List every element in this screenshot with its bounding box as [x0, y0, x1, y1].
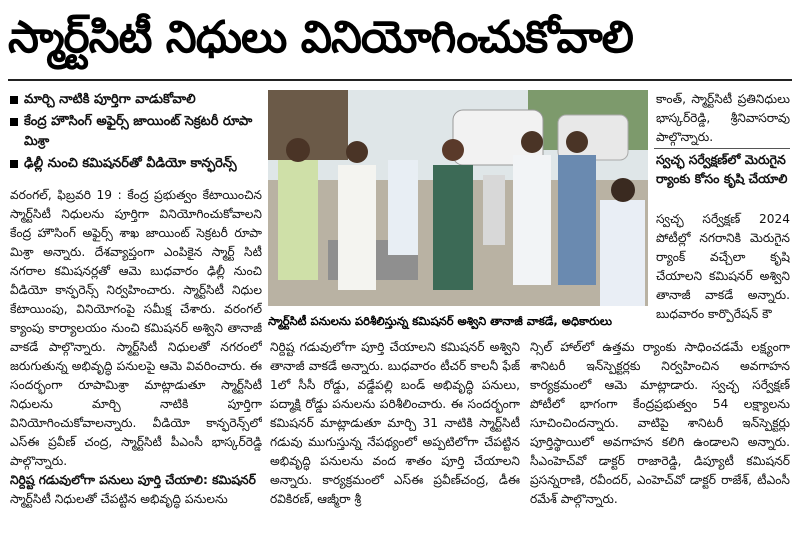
article-column-2	[270, 338, 520, 518]
headline: స్మార్ట్‌సిటీ నిధులు వినియోగించుకోవాలి	[8, 12, 633, 63]
bullet-list	[10, 90, 272, 176]
subsection-divider	[654, 148, 790, 149]
article-paragraph: న్సిల్ హాల్‌లో ఉత్తమ ర్యాంకు సాధించడమే లక్ష్యంగా శానిటరీ ఇన్‌స్పెక్టర్లకు నిర్వహించిన అవగాహన కార్యక్రమంలో ఆమె మాట్లాడారు. స్వచ్ఛ సర్వేక్షణ్ పోటీలో భాగంగా కేంద్రప్రభుత్వం 54 లక్ష్యాలను సూచించిందన్నారు. వాటిపై శానిటరీ ఇన్‌స్పెక్టర్లు పూర్తిస్థాయిలో అవగాహన కలిగి ఉండాలని అన్నారు. సీఎంహెచ్‌వో డాక్టర్ రాజారెడ్డి, డిప్యూటీ కమిషనర్ ప్రసన్నరాణి, రవీందర్, ఎంహెచ్‌వో డాక్టర్ రాజేశ్, టీఎంసీ రమేశ్ పాల్గొన్నారు.	[530, 340, 790, 506]
bullet-text: ఢిల్లీ నుంచి కమిషనర్‌తో వీడియో కాన్ఫరెన్స్	[24, 156, 237, 171]
article-column-1	[10, 186, 262, 531]
article-paragraph: స్మార్ట్‌సిటీ నిధులతో చేపట్టిన అభివృద్ధి పనులను	[10, 492, 228, 506]
news-photo	[268, 90, 648, 306]
article-column-2-3-bottom	[530, 338, 790, 518]
article-paragraph: కాంత్, స్మార్ట్‌సిటీ ప్రతినిధులు భాస్కర్‌రెడ్డి, శ్రీనివాసరావు పాల్గొన్నారు.	[656, 92, 790, 144]
square-bullet-icon	[10, 118, 18, 126]
article-paragraph: స్వచ్ఛ సర్వేక్షణ్ 2024 పోటీల్లో నగరానికి మెరుగైన ర్యాంక్ వచ్చేలా కృషి చేయాలని కమిషనర్ అశ్విని తానాజీ వాకడే అన్నారు. బుధవారం కార్పొరేషన్ కౌ	[656, 212, 790, 321]
bullet-text: కేంద్ర హౌసింగ్ అఫైర్స్ జాయింట్ సెక్రటరీ రూపా మిశ్రా	[24, 114, 253, 149]
article-column-3	[656, 210, 790, 334]
article-paragraph: నిర్దిష్ట గడువులోగా పూర్తి చేయాలని కమిషనర్ అశ్విని తానాజీ వాకడే అన్నారు. బుధవారం టీచర్ కాలనీ ఫేజ్ 1లో సీసీ రోడ్డు, వడ్డేపల్లి బండ్ అభివృద్ధి పనులు, పద్మాక్షి రోడ్డు పనులను పరిశీలించారు. ఈ సందర్భంగా కమిషనర్ మాట్లాడుతూ మార్చి 31 నాటికి స్మార్ట్‌సిటీ గడువు ముగుస్తున్న నేపథ్యంలో అప్పటిలోగా చేపట్టిన అభివృద్ధి పనులను వంద శాతం పూర్తి చేయాలని అన్నారు. కార్యక్రమంలో ఎస్‌ఈ ప్రవీణ్‌చంద్ర, డీఈ రవికిరణ్, ఆజ్మీరా శ్రీ	[270, 340, 520, 506]
photo-caption: స్మార్ట్‌సిటీ పనులను పరిశీలిస్తున్న కమిషనర్ అశ్విని తానాజీ వాకడే, అధికారులు	[268, 309, 648, 333]
bullet-item	[10, 154, 272, 174]
bullet-text: మార్చి నాటికి పూర్తిగా వాడుకోవాలి	[24, 92, 196, 107]
bullet-item	[10, 112, 272, 152]
article-subheading: స్వచ్ఛ సర్వేక్షణ్‌లో మెరుగైన ర్యాంకు కోసం కృషి చేయాలి	[656, 152, 788, 186]
article-paragraph: వరంగల్, ఫిబ్రవరి 19 : కేంద్ర ప్రభుత్వం కేటాయించిన స్మార్ట్‌సిటీ నిధులను పూర్తిగా వినియోగించుకోవాలని కేంద్ర హౌసింగ్ అఫైర్స్ శాఖ జాయింట్ సెక్రటరీ రూపా మిశ్రా అన్నారు. దేశవ్యాప్తంగా ఎంపికైన స్మార్ట్ సిటీ నగరాల కమిషనర్లతో ఆమె బుధవారం ఢిల్లీ నుంచి వీడియో కాన్ఫరెన్స్ నిర్వహించారు. స్మార్ట్‌సిటీ నిధుల కేటాయింపు, వినియోగంపై సమీక్ష చేశారు. వరంగల్ క్యాంపు కార్యాలయం నుంచి కమిషనర్ అశ్విని తానాజీ వాకడే పాల్గొన్నారు. స్మార్ట్‌సిటీ నిధులతో నగరంలో జరుగుతున్న అభివృద్ధి పనులపై ఆమె వివరించారు. ఈ సందర్భంగా రూపామిశ్రా మాట్లాడుతూ స్మార్ట్‌సిటీ నిధులను మార్చి నాటికి పూర్తిగా వినియోగించుకోవాలన్నారు. వీడియో కాన్ఫరెన్స్‌లో ఎస్‌ఈ ప్రవీణ్ చంద్ర, స్మార్ట్‌సిటీ పీఎంసీ భాస్కర్‌రెడ్డి పాల్గొన్నారు.	[10, 188, 262, 468]
officials-inspection-photo	[268, 90, 648, 306]
headline-rule	[8, 79, 792, 81]
article-subheading: నిర్దిష్ట గడువులోగా పనులు పూర్తి చేయాలి: కమిషనర్	[10, 473, 256, 487]
square-bullet-icon	[10, 96, 18, 104]
square-bullet-icon	[10, 160, 18, 168]
bullet-item	[10, 90, 272, 110]
article-column-3-top	[656, 90, 790, 148]
